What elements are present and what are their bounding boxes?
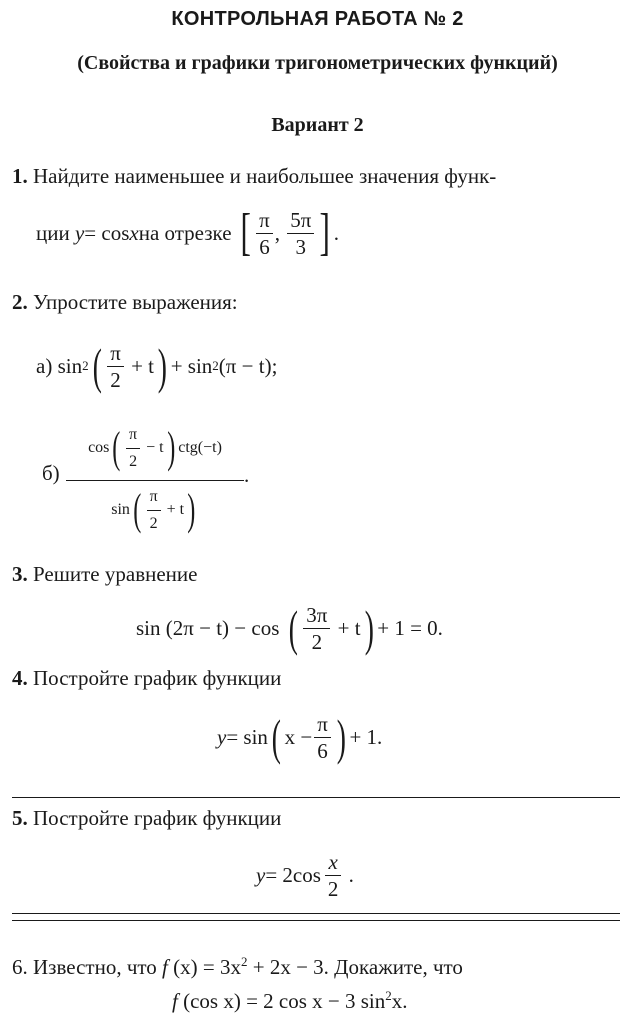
- task6-f2-tail: x.: [391, 989, 408, 1013]
- task5-eq: = 2cos: [265, 862, 321, 887]
- divider-line: [12, 920, 620, 921]
- frac-numerator: 5π: [287, 207, 314, 234]
- task1-y: y: [74, 220, 85, 245]
- task3-equation: [136, 597, 443, 659]
- left-paren-icon: (: [133, 485, 142, 534]
- task2-number: 2.: [12, 290, 28, 314]
- frac-denominator: 2: [327, 876, 339, 901]
- task1-text: Найдите наименьшее и наибольшее значения функ-: [33, 164, 497, 188]
- right-paren-icon: ): [336, 709, 346, 765]
- fraction-3pi-2: [303, 602, 330, 655]
- left-paren-icon: (: [112, 423, 121, 472]
- frac-numerator: π: [126, 422, 140, 449]
- task2-a-label: а) sin: [36, 353, 83, 378]
- frac-numerator: x: [325, 849, 342, 876]
- fraction-pi-2: [147, 484, 161, 537]
- right-paren-icon: ): [157, 338, 167, 394]
- task2-b-sin: sin: [111, 501, 130, 518]
- task4-tail: + 1.: [349, 724, 383, 749]
- task1-eq: = cos: [84, 220, 130, 245]
- task3-line1: [12, 562, 197, 587]
- task6-f2-sup: 2: [385, 988, 392, 1003]
- task2-a-rest: + sin: [170, 353, 213, 378]
- task4-x-minus: x −: [284, 724, 313, 749]
- fraction-pi-6: [256, 207, 273, 260]
- task3-eq-right: + 1 = 0.: [377, 615, 443, 640]
- task1-number: 1.: [12, 164, 28, 188]
- task2-b-plus-t: + t: [166, 501, 185, 518]
- right-paren-icon: ): [364, 600, 374, 656]
- task6-f2-arg: (cos x) = 2 cos x − 3 sin: [177, 989, 386, 1013]
- task2-b-denominator: [66, 481, 244, 539]
- task2-b-end: .: [244, 463, 250, 487]
- left-paren-icon: (: [271, 709, 281, 765]
- task5-y: y: [256, 862, 266, 887]
- task1-line1: [12, 164, 496, 189]
- task1-prefix: ции: [36, 220, 70, 245]
- task4-equation: [217, 706, 382, 768]
- task4-number: 4.: [12, 666, 28, 690]
- task3-plus-t: + t: [337, 615, 361, 640]
- task1-end: .: [333, 220, 339, 245]
- task6-f1: f: [162, 955, 168, 979]
- frac-denominator: 6: [259, 234, 270, 259]
- left-paren-icon: (: [92, 338, 102, 394]
- fraction-5pi-3: [287, 207, 314, 260]
- fraction-x-2: [325, 849, 342, 902]
- task6-f1-rest: + 2x − 3. Докажите, что: [247, 955, 463, 979]
- task2-b-cos: cos: [88, 439, 110, 456]
- task4-line1: [12, 666, 281, 691]
- variant-label: Вариант 2: [271, 114, 364, 136]
- task6-line2: [172, 988, 408, 1014]
- task2-b-ctg: ctg(−t): [178, 439, 222, 456]
- task6-f1-sup: 2: [240, 954, 248, 969]
- fraction-pi-2: [107, 340, 124, 393]
- task6-f2: f: [172, 989, 178, 1013]
- task5-number: 5.: [12, 806, 28, 830]
- task4-eq-sin: = sin: [226, 724, 268, 749]
- task3-eq-left: sin (2π − t) − cos: [136, 615, 280, 640]
- task6-number: 6.: [12, 955, 28, 979]
- task3-text: Решите уравнение: [33, 562, 198, 586]
- task6-text-a: Известно, что: [33, 955, 163, 979]
- task2-a-plus-t: + t: [131, 353, 155, 378]
- left-paren-icon: (: [288, 600, 298, 656]
- task1-line2: [36, 203, 339, 263]
- task4-text: Постройте график функции: [33, 666, 282, 690]
- page-subtitle: (Свойства и графики тригонометрических функций): [77, 52, 558, 74]
- right-bracket-icon: ]: [319, 204, 331, 261]
- frac-numerator: π: [147, 484, 161, 511]
- divider-line: [12, 797, 620, 798]
- task2-b-minus-t: − t: [146, 439, 164, 456]
- frac-denominator: 3: [295, 234, 307, 259]
- task5-line1: [12, 806, 281, 831]
- page-title: КОНТРОЛЬНАЯ РАБОТА № 2: [171, 8, 464, 30]
- task3-number: 3.: [12, 562, 28, 586]
- task2-a-sup: 2: [82, 358, 89, 373]
- frac-numerator: π: [256, 207, 273, 234]
- task1-mid: на отрезке: [138, 220, 232, 245]
- task2-b-label: б): [42, 461, 60, 485]
- task2-a: [36, 336, 277, 396]
- frac-denominator: 2: [110, 367, 121, 392]
- frac-numerator: 3π: [303, 602, 330, 629]
- frac-numerator: π: [314, 711, 331, 738]
- task2-a-tail: (π − t);: [218, 353, 278, 378]
- frac-denominator: 2: [129, 452, 138, 470]
- task6-f1-arg: (x) = 3x: [167, 955, 241, 979]
- divider-line: [12, 913, 620, 914]
- fraction-pi-6: [314, 711, 331, 764]
- task2-b-fraction: [66, 418, 244, 539]
- task1-comma: ,: [274, 220, 280, 245]
- right-paren-icon: ): [187, 485, 196, 534]
- task2-a-sup2: 2: [212, 358, 219, 373]
- frac-numerator: π: [107, 340, 124, 367]
- task5-end: .: [348, 862, 354, 887]
- fraction-pi-2: [126, 422, 140, 475]
- task2-line1: [12, 290, 238, 315]
- left-bracket-icon: [: [240, 204, 251, 261]
- task5-text: Постройте график функции: [33, 806, 282, 830]
- task6-line1: [12, 954, 463, 980]
- frac-denominator: 2: [311, 629, 323, 654]
- task2-text: Упростите выражения:: [33, 290, 238, 314]
- right-paren-icon: ): [166, 423, 175, 472]
- frac-denominator: 2: [149, 514, 158, 532]
- task4-y: y: [217, 724, 227, 749]
- task5-equation: [256, 846, 354, 904]
- frac-denominator: 6: [317, 738, 328, 763]
- task1-x: x: [129, 220, 139, 245]
- task2-b-numerator: [66, 418, 244, 481]
